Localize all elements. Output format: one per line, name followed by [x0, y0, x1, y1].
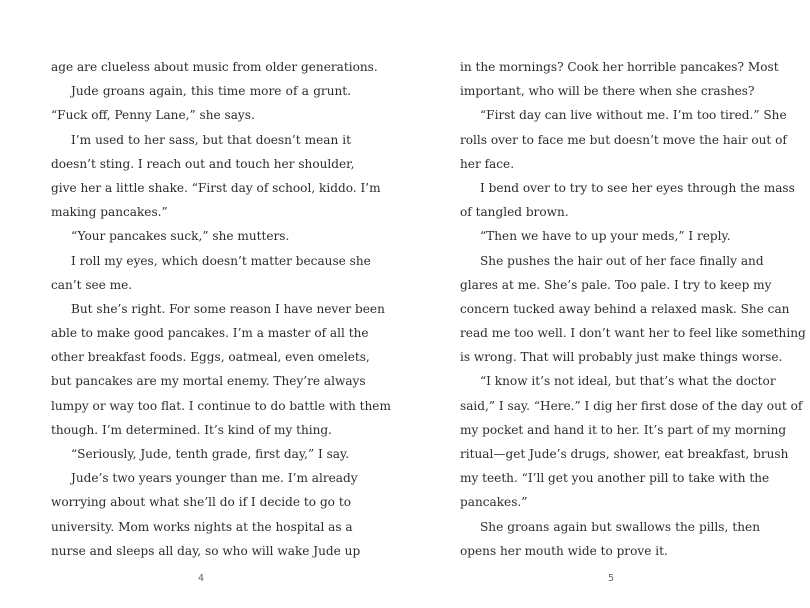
text-line: of tangled brown. [460, 205, 569, 220]
text-line: though. I’m determined. It’s kind of my thing. [51, 422, 333, 437]
text-line: opens her mouth wide to prove it. [460, 543, 668, 558]
right-page-text [460, 55, 806, 563]
text-line: her face. [460, 156, 515, 171]
text-line: university. Mom works nights at the hospital as a [51, 519, 353, 534]
text-line: Jude’s two years younger than me. I’m already [71, 471, 358, 486]
text-line: lumpy or way too flat. I continue to do battle with them [51, 398, 391, 413]
text-line: “Seriously, Jude, tenth grade, first day,” I say. [71, 447, 350, 461]
text-line: She groans again but swallows the pills, then [480, 519, 760, 534]
text-line: She pushes the hair out of her face finally and [480, 253, 764, 268]
text-line: ritual—get Jude’s drugs, shower, eat breakfast, brush [460, 447, 789, 461]
text-line: making pancakes.” [51, 205, 168, 220]
text-line: “I know it’s not ideal, but that’s what the doctor [480, 374, 776, 389]
page-number: 4 [197, 573, 205, 584]
text-line: “Your pancakes suck,” she mutters. [71, 229, 290, 244]
left-page-text [51, 55, 391, 563]
text-line: I roll my eyes, which doesn’t matter because she [71, 253, 371, 268]
text-line: rolls over to face me but doesn’t move the hair out of [460, 132, 787, 147]
text-line: able to make good pancakes. I’m a master of all the [51, 326, 369, 341]
text-line: “First day can live without me. I’m too tired.” She [480, 108, 787, 123]
text-line: “Then we have to up your meds,” I reply. [480, 229, 731, 244]
page-number: 5 [607, 573, 615, 584]
text-line: my teeth. “I’ll get you another pill to take with the [460, 471, 770, 486]
text-line: Jude groans again, this time more of a grunt. [71, 84, 351, 99]
text-line: “Fuck off, Penny Lane,” she says. [51, 108, 255, 123]
text-line: age are clueless about music from older generations. [51, 60, 378, 74]
text-line: can’t see me. [51, 277, 133, 292]
text-line: doesn’t sting. I reach out and touch her shoulder, [51, 156, 355, 171]
text-line: said,” I say. “Here.” I dig her first dose of the day out of [460, 398, 803, 413]
text-line: But she’s right. For some reason I have never been [71, 301, 385, 316]
text-line: other breakfast foods. Eggs, oatmeal, even omelets, [51, 350, 370, 365]
text-line: pancakes.” [460, 495, 528, 510]
text-line: I’m used to her sass, but that doesn’t mean it [71, 132, 351, 147]
text-line: give her a little shake. “First day of school, kiddo. I’m [51, 180, 381, 195]
text-line: important, who will be there when she crashes? [460, 84, 755, 99]
text-line: concern tucked away behind a relaxed mask. She can [460, 301, 790, 316]
text-line: glares at me. She’s pale. Too pale. I try to keep my [460, 277, 772, 292]
text-line: but pancakes are my mortal enemy. They’re always [51, 374, 366, 389]
text-line: I bend over to try to see her eyes through the mass [480, 180, 795, 195]
text-line: is wrong. That will probably just make things worse. [460, 350, 783, 365]
text-line: in the mornings? Cook her horrible pancakes? Most [460, 60, 779, 74]
right-page [405, 0, 810, 608]
text-line: my pocket and hand it to her. It’s part of my morning [460, 422, 787, 437]
text-line: read me too well. I don’t want her to feel like something [460, 326, 806, 341]
text-line: nurse and sleeps all day, so who will wake Jude up [51, 543, 361, 558]
text-line: worrying about what she’ll do if I decide to go to [51, 495, 351, 510]
